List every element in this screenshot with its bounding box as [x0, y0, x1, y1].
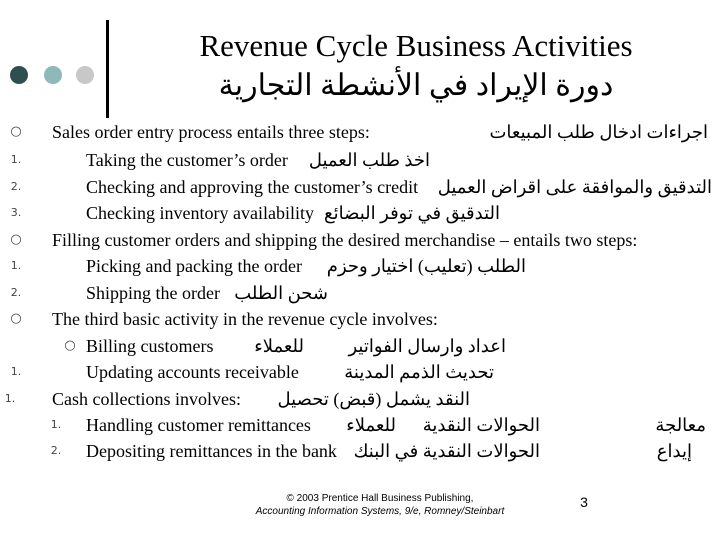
item-text: Taking the customer’s order — [86, 150, 288, 170]
dark-dot-icon — [10, 66, 28, 84]
item-text-ar: التدقيق والموافقة على اقراض العميل — [437, 177, 712, 197]
footer-copyright: © 2003 Prentice Hall Business Publishing, — [286, 493, 474, 504]
item-text: Checking and approving the customer’s credit — [86, 177, 419, 197]
list-item — [0, 333, 720, 359]
slide-footer — [240, 492, 520, 518]
item-text: Updating accounts receivable — [86, 362, 299, 382]
item-text-ar: شحن الطلب — [234, 283, 328, 303]
item-text-ar: اخذ طلب العميل — [308, 150, 430, 170]
title-divider — [106, 20, 109, 118]
item-text: Handling customer remittances — [86, 415, 311, 435]
circle-bullet-icon: ○ — [10, 124, 22, 139]
item-text: Cash collections involves: — [52, 389, 241, 409]
item-text: Checking inventory availability — [86, 203, 314, 223]
list-item — [0, 386, 720, 412]
item-number: 1. — [4, 392, 16, 405]
item-text: Shipping the order — [86, 283, 220, 303]
item-text-ar: الطلب (تعليب) اختيار وحزم — [326, 256, 526, 276]
gray-dot-icon — [76, 66, 94, 84]
item-text-ar-tertiary: إيداع — [656, 441, 692, 461]
item-text-ar: تحديث الذمم المدينة — [344, 362, 494, 382]
item-number: 1. — [50, 418, 62, 431]
list-item — [0, 200, 720, 226]
list-item — [0, 306, 720, 332]
item-text: Picking and packing the order — [86, 256, 302, 276]
teal-dot-icon — [44, 66, 62, 84]
item-text: Sales order entry process entails three steps: — [52, 122, 370, 142]
item-text: Filling customer orders and shipping the desired merchandise – entails two steps: — [52, 230, 638, 250]
slide-title-ar: دورة الإيراد في الأنشطة التجارية — [218, 69, 614, 102]
item-text: Billing customers — [86, 336, 214, 356]
list-item — [0, 438, 720, 464]
footer-book-title: Accounting Information Systems, 9/e, Romney/Steinbart — [255, 506, 505, 517]
item-text: Depositing remittances in the bank — [86, 441, 337, 461]
list-item — [0, 227, 720, 253]
list-item — [0, 359, 720, 385]
list-item — [0, 147, 720, 173]
item-number: 1. — [10, 365, 22, 378]
list-item — [0, 280, 720, 306]
item-text-ar: للعملاء — [346, 415, 396, 435]
item-text-ar: التدقيق في توفر البضائع — [324, 203, 500, 223]
item-number: 2. — [10, 180, 22, 193]
list-item — [0, 174, 720, 200]
circle-bullet-icon: ○ — [64, 338, 76, 353]
item-text: The third basic activity in the revenue cycle involves: — [52, 309, 438, 329]
item-number: 2. — [10, 286, 22, 299]
item-number: 2. — [50, 444, 62, 457]
list-item — [0, 119, 720, 145]
item-text-ar-tertiary: معالجة — [655, 415, 706, 435]
slide-title-en: Revenue Cycle Business Activities — [199, 28, 633, 63]
item-number: 1. — [10, 259, 22, 272]
page-number: 3 — [580, 494, 588, 510]
item-number: 3. — [10, 206, 22, 219]
list-item — [0, 412, 720, 438]
item-text-ar: اجراءات ادخال طلب المبيعات — [489, 122, 708, 142]
item-number: 1. — [10, 153, 22, 166]
circle-bullet-icon: ○ — [10, 232, 22, 247]
item-text-ar-secondary: الحوالات النقدية — [422, 415, 540, 435]
item-text-ar: للعملاء — [254, 336, 304, 356]
item-text-ar: الحوالات النقدية في البنك — [353, 441, 540, 461]
list-item — [0, 253, 720, 279]
item-text-ar-secondary: اعداد وارسال الفواتير — [348, 336, 506, 356]
decorative-dots — [10, 64, 100, 86]
circle-bullet-icon: ○ — [10, 311, 22, 326]
item-text-ar: النقد يشمل (قبض) تحصيل — [277, 389, 470, 409]
